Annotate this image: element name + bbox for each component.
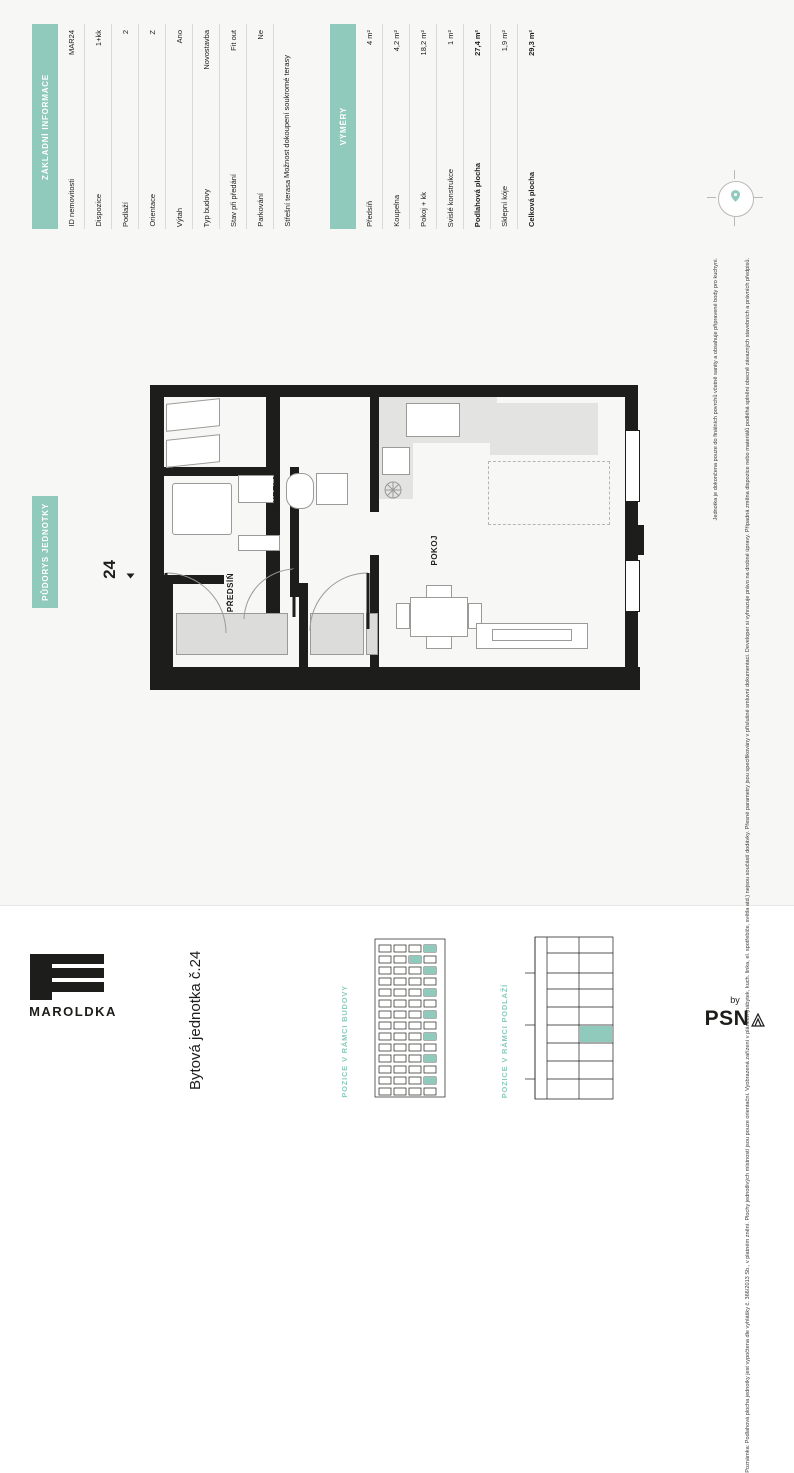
room-label-bathroom: KOUPELNA: [272, 467, 281, 516]
dining-table: [410, 597, 468, 637]
table-row: Z Orientace: [139, 24, 166, 229]
table-row: 4 m² Předsíň: [356, 24, 383, 229]
room-label-room: POKOJ: [430, 535, 439, 566]
wall: [150, 385, 280, 397]
window: [166, 434, 220, 468]
compass: [705, 168, 765, 228]
basic-information-panel: [32, 24, 322, 229]
by-word: by: [730, 995, 740, 1005]
table-row: Ne Parkování: [247, 24, 274, 229]
maroldka-logo-icon: [30, 954, 104, 1000]
position-on-floor: [495, 925, 630, 1105]
oven: [382, 447, 410, 475]
areas-tab: VÝMĚRY: [330, 24, 356, 229]
toilet: [286, 473, 314, 509]
wall: [370, 397, 379, 512]
psn-mark-icon: [751, 1013, 765, 1027]
bathroom-cabinet: [238, 535, 280, 551]
room-label-hall: PŘEDSÍŇ: [226, 573, 235, 613]
cooktop-icon: [382, 479, 404, 501]
compass-tick-south: [734, 217, 735, 226]
table-row: 1+kk Dispozice: [85, 24, 112, 229]
entry-door: [164, 571, 228, 635]
psn-logo: PSN: [700, 1007, 770, 1031]
basic-information-table: [58, 24, 300, 229]
window: [166, 398, 220, 432]
bathtub: [172, 483, 232, 535]
compass-tick-west: [707, 197, 716, 198]
table-row: MAR24 ID nemovitosti: [58, 24, 85, 229]
table-row: Možnost dokoupení soukromé terasy Střešní terasa: [282, 55, 292, 227]
bathroom-door: [240, 565, 296, 621]
position-in-building: [335, 925, 465, 1105]
washing-machine: [316, 473, 348, 505]
table-row: 1,9 m² Sklepní kóje: [491, 24, 518, 229]
compass-tick-north: [734, 170, 735, 179]
position-in-building-label: POZICE V RÁMCI BUDOVY: [339, 985, 349, 1098]
developer-byline: [700, 995, 770, 1031]
brand-block: [18, 948, 128, 1068]
chair: [396, 603, 410, 629]
table-row: Novostavba Typ budovy: [193, 24, 220, 229]
floorplan-drawing: [120, 375, 665, 725]
table-row: 1 m² Svislé konstrukce: [437, 24, 464, 229]
wall: [299, 583, 308, 669]
table-row: 29,3 m² Celková plocha: [526, 30, 536, 227]
brand-name: MAROLDKA: [29, 1004, 117, 1019]
unit-title: Bytová jednotka č.24: [187, 950, 204, 1090]
table-row: Ano Výtah: [166, 24, 193, 229]
table-row: 18,2 m² Pokoj + kk: [410, 24, 437, 229]
floor-zone-dashed: [488, 461, 610, 525]
window: [625, 560, 640, 612]
window: [625, 430, 640, 502]
wall: [150, 667, 640, 690]
compass-tick-east: [754, 197, 763, 198]
note-paragraph-1: Poznámka: Podlahová plocha jednotky jest vypočtena dle vyhlášky č. 366/2013 Sb., v platném znění. Plochy jednotlivých místností jsou pouze orientační. Vyobrazená zařízení v plánech (nábytek, kuch. linka, el. spotřebiče, světla atd.) nejsou součástí dodávky. Přesné parametry jsou specifikovány v příslušné smluvní dokumentaci. Developer si vyhrazuje právo na drobné úpravy. Případná změna dispozice nebo materiálů podléhá splnění obecně závazných stavebních a právních předpisů.: [745, 258, 751, 1473]
sink-kitchen: [406, 403, 460, 437]
areas-panel: [330, 24, 560, 229]
table-row: 4,2 m² Koupelna: [383, 24, 410, 229]
position-on-floor-label: POZICE V RÁMCI PODLAŽÍ: [499, 983, 509, 1098]
chair: [426, 585, 452, 598]
room-door: [308, 571, 370, 633]
table-row: 27,4 m² Podlahová plocha: [464, 24, 491, 229]
compass-pin-icon: [731, 190, 740, 202]
table-row: Fit out Stav při předání: [220, 24, 247, 229]
basic-information-tab: ZÁKLADNÍ INFORMACE: [32, 24, 58, 229]
chair: [426, 636, 452, 649]
note-paragraph-2: Jednotka je dokončena pouze do finálních povrchů včetně sanity a obsahuje připravené body pro kuchyni.: [713, 258, 719, 521]
wall: [150, 385, 164, 690]
table-row: 2 Podlaží: [112, 24, 139, 229]
floor-diagram: [517, 933, 623, 1103]
sink: [238, 475, 274, 503]
wall: [630, 525, 644, 555]
areas-table: [356, 24, 544, 229]
sofa-back: [490, 403, 598, 417]
building-diagram: [357, 933, 459, 1101]
tv: [492, 629, 572, 641]
unit-number-marker: 24: [100, 560, 133, 584]
wall: [266, 385, 638, 397]
floorplan-tab: PŮDORYS JEDNOTKY: [32, 496, 58, 608]
